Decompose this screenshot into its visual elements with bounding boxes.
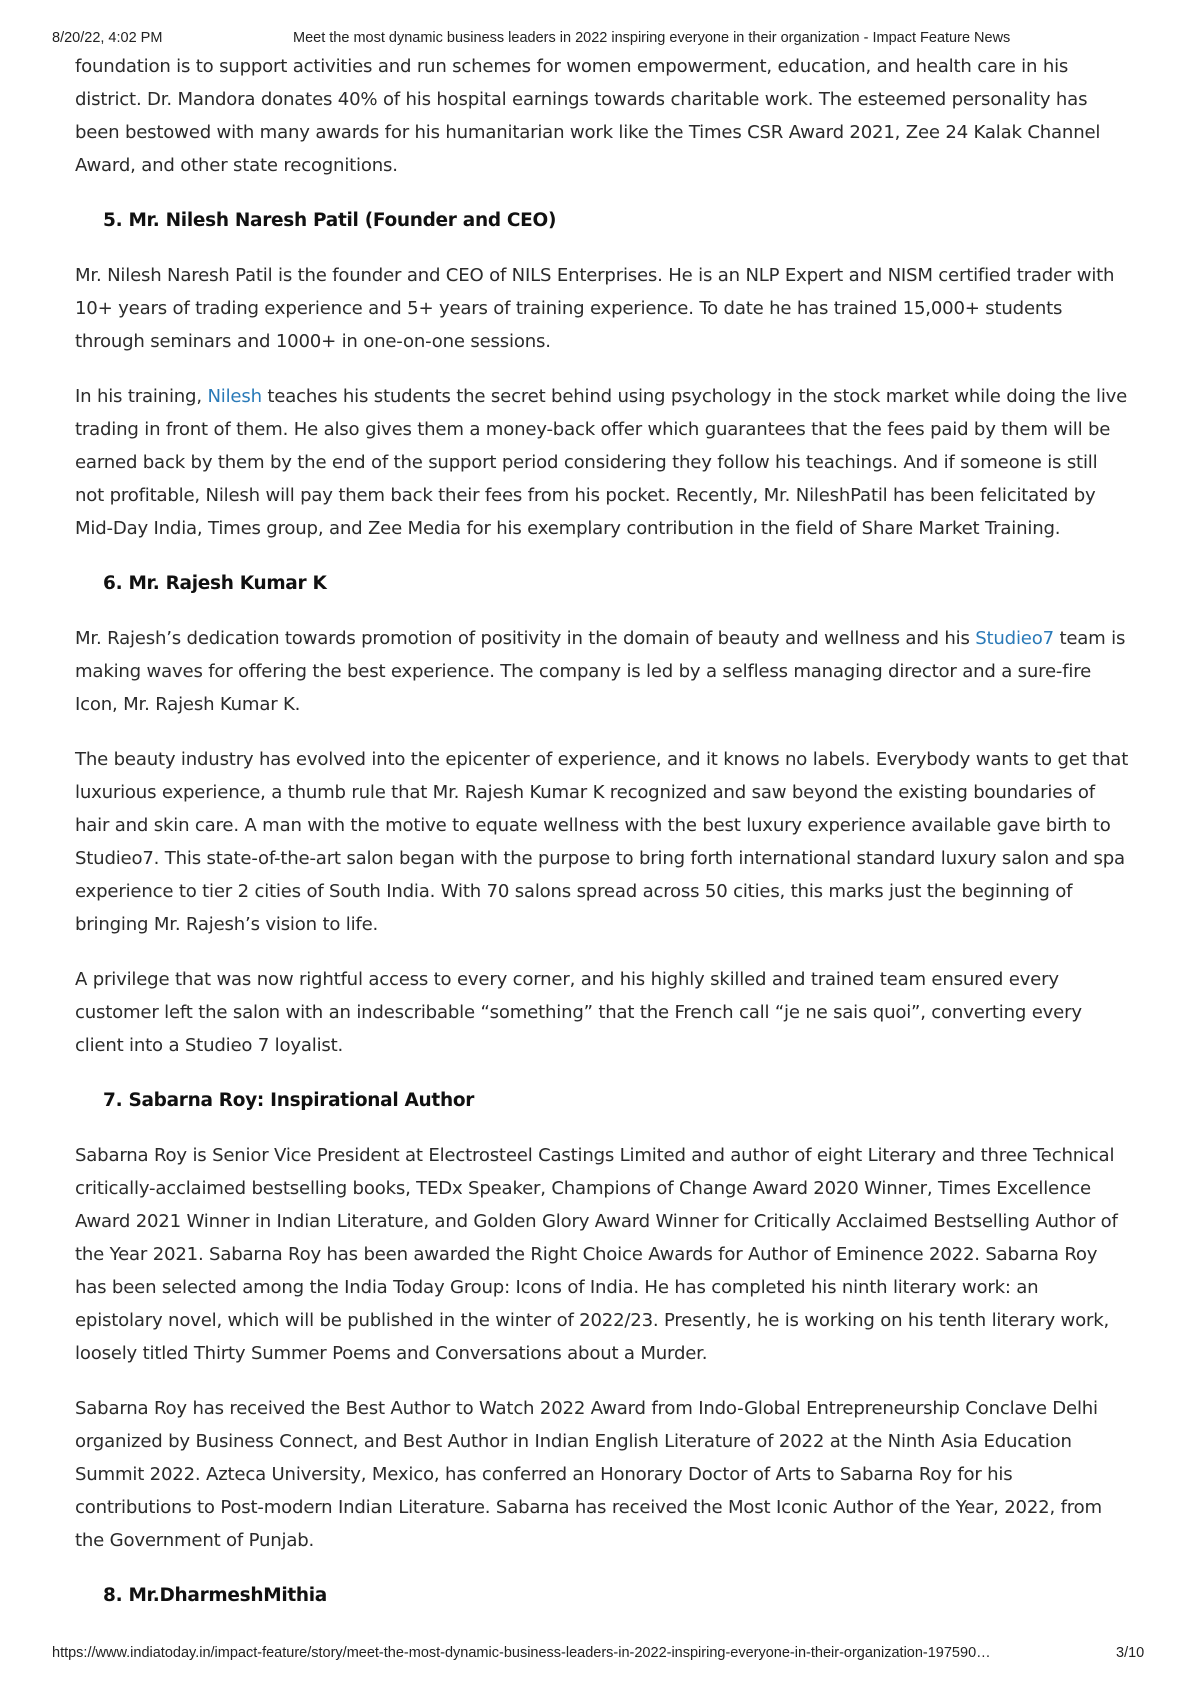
- heading-sabarna-roy: 7. Sabarna Roy: Inspirational Author: [103, 1090, 475, 1111]
- paragraph-text: In his training,: [75, 386, 208, 407]
- paragraph-sabarna-2: Sabarna Roy has received the Best Author to Watch 2022 Award from Indo-Global Entrepreneurship Conclave Delhi organized by Business Connect, and Best Author in Indian English Literature of 2022 at the Ninth Asia Education Summit 2022. Azteca University, Mexico, has conferred an Honorary Doctor of Arts to Sabarna Roy for his contributions to Post-modern Indian Literature. Sabarna has received the Most Iconic Author of the Year, 2022, from the Government of Punjab.: [75, 1398, 1102, 1551]
- nilesh-link[interactable]: Nilesh: [207, 386, 262, 407]
- heading-nilesh-patil: 5. Mr. Nilesh Naresh Patil (Founder and CEO): [103, 210, 557, 231]
- paragraph-rajesh-3: A privilege that was now rightful access to every corner, and his highly skilled and trained team ensured every customer left the salon with an indescribable “something” that the French call “je ne sais quoi”, converting every client into a Studieo 7 loyalist.: [75, 969, 1082, 1056]
- paragraph-nilesh-2: [75, 380, 1130, 545]
- print-footer: [0, 1645, 1191, 1665]
- paragraph-text: Mr. Rajesh’s dedication towards promotion of positivity in the domain of beauty and wellness and his: [75, 628, 976, 649]
- paragraph-text: team is making waves for offering the best experience. The company is led by a selfless managing director and a sure-fire Icon, Mr. Rajesh Kumar K.: [75, 628, 1126, 715]
- paragraph-sabarna-1: Sabarna Roy is Senior Vice President at Electrosteel Castings Limited and author of eight Literary and three Technical critically-acclaimed bestselling books, TEDx Speaker, Champions of Change Award 2020 Winner, Times Excellence Award 2021 Winner in Indian Literature, and Golden Glory Award Winner for Critically Acclaimed Bestselling Author of the Year 2021. Sabarna Roy has been awarded the Right Choice Awards for Author of Eminence 2022. Sabarna Roy has been selected among the India Today Group: Icons of India. He has completed his ninth literary work: an epistolary novel, which will be published in the winter of 2022/23. Presently, he is working on his tenth literary work, loosely titled Thirty Summer Poems and Conversations about a Murder.: [75, 1145, 1118, 1364]
- print-date: 8/20/22, 4:02 PM: [52, 30, 163, 46]
- heading-dharmesh-mithia: 8. Mr.DharmeshMithia: [103, 1585, 327, 1606]
- article-body: [75, 50, 1130, 1634]
- studieo7-link[interactable]: Studieo7: [975, 628, 1054, 649]
- print-url: https://www.indiatoday.in/impact-feature/story/meet-the-most-dynamic-business-leaders-in-2022-inspiring-everyone-in-their-organization-197590…: [52, 1645, 991, 1661]
- print-page-title: Meet the most dynamic business leaders in 2022 inspiring everyone in their organization - Impact Feature News: [293, 30, 1011, 46]
- heading-rajesh-kumar: 6. Mr. Rajesh Kumar K: [103, 573, 327, 594]
- paragraph-nilesh-1: Mr. Nilesh Naresh Patil is the founder and CEO of NILS Enterprises. He is an NLP Expert and NISM certified trader with 10+ years of trading experience and 5+ years of training experience. To date he has trained 15,000+ students through seminars and 1000+ in one-on-one sessions.: [75, 265, 1115, 352]
- paragraph-rajesh-2: The beauty industry has evolved into the epicenter of experience, and it knows no labels. Everybody wants to get that luxurious experience, a thumb rule that Mr. Rajesh Kumar K recognized and saw beyond the existing boundaries of hair and skin care. A man with the motive to equate wellness with the best luxury experience available gave birth to Studieo7. This state-of-the-art salon began with the purpose to bring forth international standard luxury salon and spa experience to tier 2 cities of South India. With 70 salons spread across 50 cities, this marks just the beginning of bringing Mr. Rajesh’s vision to life.: [75, 749, 1129, 935]
- print-header: [0, 30, 1191, 50]
- page-number: 3/10: [1116, 1645, 1145, 1661]
- paragraph-rajesh-1: [75, 622, 1130, 721]
- paragraph-text: teaches his students the secret behind using psychology in the stock market while doing the live trading in front of them. He also gives them a money-back offer which guarantees that the fees paid by them will be earned back by them by the end of the support period considering they follow his teachings. And if someone is still not profitable, Nilesh will pay them back their fees from his pocket. Recently, Mr. NileshPatil has been felicitated by Mid-Day India, Times group, and Zee Media for his exemplary contribution in the field of Share Market Training.: [75, 386, 1128, 539]
- paragraph-intro: foundation is to support activities and run schemes for women empowerment, education, and health care in his district. Dr. Mandora donates 40% of his hospital earnings towards charitable work. The esteemed personality has been bestowed with many awards for his humanitarian work like the Times CSR Award 2021, Zee 24 Kalak Channel Award, and other state recognitions.: [75, 56, 1101, 176]
